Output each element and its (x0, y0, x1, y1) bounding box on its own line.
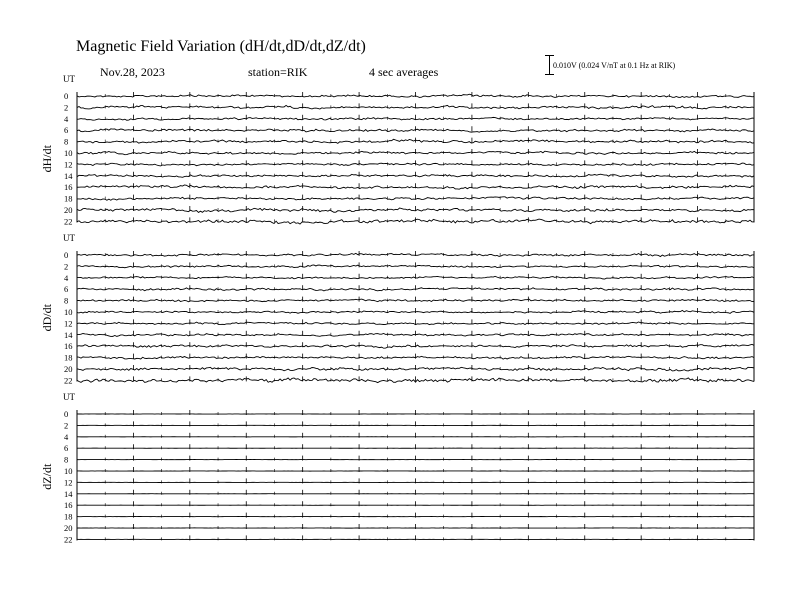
row-label: 20 (64, 364, 73, 374)
row-label: 6 (64, 284, 69, 295)
row-label: 0 (64, 91, 69, 101)
averaging-label: 4 sec averages (369, 65, 439, 79)
row-label: 18 (64, 352, 73, 363)
row-label: 16 (64, 500, 73, 511)
row-label: 12 (64, 318, 73, 329)
row-label: 20 (64, 205, 73, 215)
panel-ylabel: dZ/dt (40, 463, 54, 490)
date-label: Nov.28, 2023 (100, 65, 165, 79)
row-label: 2 (64, 420, 69, 431)
ut-header: UT (63, 233, 75, 243)
row-label: 6 (64, 125, 69, 136)
row-label: 14 (64, 329, 73, 340)
row-label: 18 (64, 193, 73, 204)
row-label: 22 (64, 216, 73, 227)
chart-title: Magnetic Field Variation (dH/dt,dD/dt,dZ/dt) (76, 38, 366, 55)
row-label: 22 (64, 534, 73, 545)
row-label: 20 (64, 523, 73, 533)
row-label: 10 (64, 148, 73, 158)
panel-ylabel: dD/dt (40, 304, 54, 332)
row-label: 12 (64, 159, 73, 170)
row-label: 10 (64, 307, 73, 317)
panel-ylabel: dH/dt (40, 145, 54, 173)
row-label: 22 (64, 375, 73, 386)
row-label: 4 (64, 431, 69, 442)
row-label: 14 (64, 170, 73, 181)
row-label: 2 (64, 261, 69, 272)
row-label: 4 (64, 113, 69, 124)
row-label: 0 (64, 409, 69, 419)
station-label: station=RIK (248, 65, 308, 79)
row-label: 8 (64, 454, 69, 465)
ut-header: UT (63, 392, 75, 402)
row-label: 2 (64, 102, 69, 113)
ut-header: UT (63, 74, 75, 84)
row-label: 0 (64, 250, 69, 260)
row-label: 8 (64, 136, 69, 147)
row-label: 10 (64, 466, 73, 476)
row-label: 16 (64, 182, 73, 193)
row-label: 6 (64, 443, 69, 454)
row-label: 16 (64, 341, 73, 352)
row-label: 14 (64, 488, 73, 499)
row-label: 12 (64, 477, 73, 488)
row-label: 4 (64, 272, 69, 283)
row-label: 18 (64, 511, 73, 522)
scale-label: 0.010V (0.024 V/nT at 0.1 Hz at RIK) (553, 61, 676, 70)
row-label: 8 (64, 295, 69, 306)
